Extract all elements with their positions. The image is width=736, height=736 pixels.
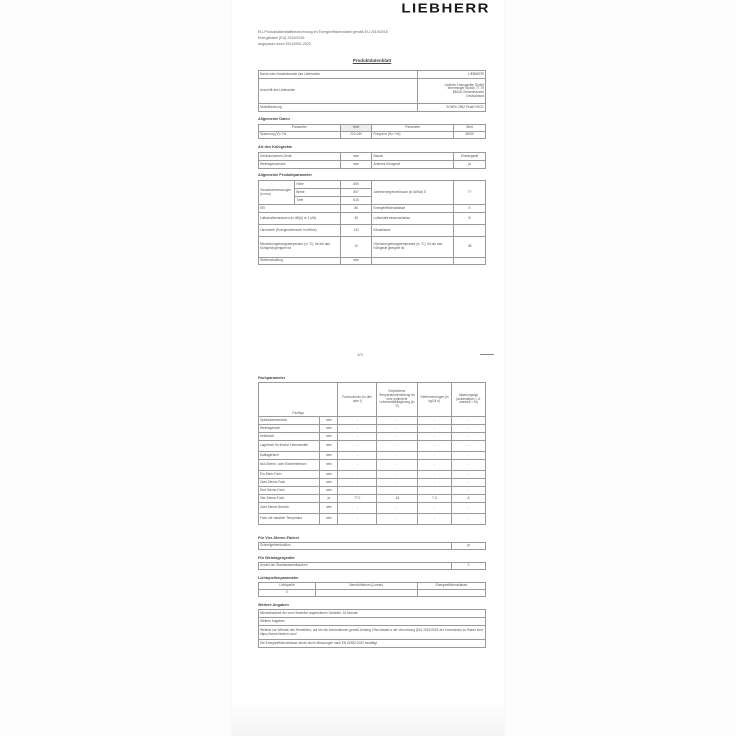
table-cell: Geräuscharmes Gerät xyxy=(259,153,341,161)
table-cell: 220-240 xyxy=(340,132,372,139)
table-cell: nein xyxy=(340,161,372,169)
table-cell: - xyxy=(377,487,418,495)
table-cell: -18 xyxy=(377,495,418,503)
table-row xyxy=(259,125,486,132)
column-header: Abtauungstyp (automatisch = A, manuell = M) xyxy=(451,383,485,417)
table-row xyxy=(259,225,486,237)
table-row xyxy=(259,71,486,79)
table-cell: - xyxy=(451,471,485,479)
table-cell: Winterschaltung xyxy=(259,258,341,265)
section-heading: Fachparameter xyxy=(258,376,286,380)
table-cell: 10 xyxy=(340,237,372,258)
compartment-table xyxy=(258,382,486,525)
table-row xyxy=(259,471,486,479)
table-row xyxy=(259,425,486,433)
table-row xyxy=(259,495,486,503)
table-cell: - xyxy=(451,460,485,471)
table-cell: Höchstumgebungstemperatur (in °C), für die das Kühlgerät geeignet ist xyxy=(372,237,454,258)
wine-table xyxy=(258,562,486,570)
section-heading: Allgemeine Daten xyxy=(258,117,290,121)
table-cell: - xyxy=(338,471,377,479)
table-cell: nein xyxy=(320,425,338,433)
compartment-type: Kellerfach xyxy=(259,433,320,441)
table-cell: - xyxy=(338,460,377,471)
table-cell: - xyxy=(417,471,451,479)
table-cell: Luftschallemissionen (in dB(A) re 1 pW) xyxy=(259,213,341,225)
compartment-type: Speisekammerfach xyxy=(259,417,320,425)
table-row xyxy=(259,563,486,570)
table-cell: nein xyxy=(320,460,338,471)
four-star-table xyxy=(258,542,486,550)
column-header: Fachtyp xyxy=(259,383,338,417)
table-row xyxy=(259,237,486,258)
supplier-label: Name oder Handelsmarke des Lieferanten xyxy=(259,71,418,79)
table-row xyxy=(259,205,486,213)
table-cell: - xyxy=(377,425,418,433)
table-cell: nein xyxy=(320,471,338,479)
compartment-type: Ein-Stern-Fach xyxy=(259,471,320,479)
table-cell: - xyxy=(417,460,451,471)
table-cell: - xyxy=(451,425,485,433)
table-cell: nein xyxy=(320,479,338,487)
table-cell: Schnellgefrierfunktion xyxy=(259,543,452,550)
table-cell: nein xyxy=(340,258,372,265)
table-cell: Anderes Kühlgerät xyxy=(372,161,454,169)
table-cell: - xyxy=(417,487,451,495)
table-cell: - xyxy=(338,479,377,487)
brand-logo: LIEBHERR xyxy=(401,1,490,16)
table-row xyxy=(259,153,486,161)
table-cell: - xyxy=(377,479,418,487)
table-row xyxy=(259,161,486,169)
table-cell: 7.0 xyxy=(417,495,451,503)
section-heading: Für Weinlagergeräte xyxy=(258,556,295,560)
table-cell: EEI xyxy=(259,205,341,213)
table-row xyxy=(259,460,486,471)
table-cell: - xyxy=(451,487,485,495)
table-cell: B xyxy=(454,213,486,225)
table-cell: Einbaugerät xyxy=(454,153,486,161)
table-row xyxy=(259,610,486,618)
table-row xyxy=(259,104,486,112)
document-title: Produktdatenblatt xyxy=(352,58,392,63)
table-cell: - xyxy=(377,503,418,514)
table-cell: Höhe xyxy=(295,181,340,189)
table-cell: nein xyxy=(320,503,338,514)
table-cell: - xyxy=(338,514,377,525)
table-cell: nein xyxy=(340,153,372,161)
header-line-1: EU-Produktdatenblattbezeichnung im Energieeffizienzlabel gemäß EU 2019/2016 xyxy=(258,30,388,34)
table-row xyxy=(259,452,486,460)
table-cell: - xyxy=(417,433,451,441)
compartment-type: Zwei-Sterne-Bereich xyxy=(259,503,320,514)
table-cell xyxy=(315,590,417,597)
table-cell: Lärmwerte (Energieverbrauch in kWh/a) xyxy=(259,225,341,237)
table-cell: nein xyxy=(320,452,338,460)
table-cell: Klimaklasse xyxy=(372,225,454,237)
table-cell: - xyxy=(377,452,418,460)
table-cell: nein xyxy=(320,417,338,425)
table-cell: - xyxy=(451,503,485,514)
table-cell: Spannung (V) / Hz xyxy=(259,132,341,139)
table-cell: Weinlagerschrank xyxy=(259,161,341,169)
table-cell: nein xyxy=(320,433,338,441)
table-cell: - xyxy=(338,487,377,495)
table-row xyxy=(259,433,486,441)
address-label: Anschrift des Lieferanten xyxy=(259,79,418,104)
table-row xyxy=(259,626,486,640)
table-cell: 132 xyxy=(340,225,372,237)
table-row xyxy=(259,618,486,626)
column-header: Energieeffizienzklasse xyxy=(417,583,485,590)
column-header: Parameter xyxy=(259,125,341,132)
table-cell: 0 xyxy=(259,590,316,597)
table-cell: nein xyxy=(320,487,338,495)
table-cell: - xyxy=(338,503,377,514)
compartment-type: Vier-Sterne-Fach xyxy=(259,495,320,503)
section-heading: Weitere Angaben xyxy=(258,603,289,607)
table-cell: - xyxy=(451,479,485,487)
table-row xyxy=(259,181,486,189)
compartment-type: Drei-Sterne-Fach xyxy=(259,487,320,495)
table-cell: Breite xyxy=(295,189,340,197)
table-row xyxy=(259,479,486,487)
dimensions-label: Gesamtabmessungen (in mm) xyxy=(259,181,295,205)
table-cell: nein xyxy=(320,441,338,452)
light-table xyxy=(258,582,486,597)
column-header: Gefriervermögen (in kg/24 h) xyxy=(417,383,451,417)
table-cell: 597 xyxy=(340,189,372,197)
section-heading: Für Vier-Sterne-Fächer xyxy=(258,536,300,540)
table-cell: 615 xyxy=(340,197,372,205)
table-cell: - xyxy=(417,514,451,525)
table-cell: - xyxy=(377,514,418,525)
table-cell: - xyxy=(377,460,418,471)
table-cell: - xyxy=(377,471,418,479)
table-cell: 38 xyxy=(454,237,486,258)
table-cell: ja xyxy=(454,161,486,169)
section-heading: Art des Kühlgeräts xyxy=(258,145,292,149)
table-cell: - xyxy=(338,433,377,441)
divider xyxy=(480,354,494,355)
table-cell: - xyxy=(451,433,485,441)
further-info-table xyxy=(258,609,486,648)
table-row xyxy=(259,417,486,425)
table-cell: 77.0 xyxy=(338,495,377,503)
table-row xyxy=(259,258,486,265)
table-cell: - xyxy=(417,417,451,425)
table-row xyxy=(259,79,486,104)
table-cell xyxy=(454,225,486,237)
table-cell xyxy=(372,258,454,265)
table-cell: 50/60 xyxy=(454,132,486,139)
header-line-2: Energielabel (EU) 2019/2016 xyxy=(258,36,305,40)
table-cell: - xyxy=(451,452,485,460)
table-row xyxy=(259,583,486,590)
table-row xyxy=(259,132,486,139)
compartment-type: Weinlagerfach xyxy=(259,425,320,433)
table-row xyxy=(259,383,486,417)
table-row xyxy=(259,590,486,597)
table-cell: 35 xyxy=(340,213,372,225)
table-cell: - xyxy=(338,441,377,452)
table-cell: 0 xyxy=(451,563,485,570)
table-cell: - xyxy=(451,514,485,525)
address-value: Liebherr-Hausgeräte GmbH Memminger Straße 77-79 88416 Ochsenhausen Deutschland xyxy=(417,79,485,104)
table-cell xyxy=(417,590,485,597)
column-header: Empfohlene Temperatureinstellung für eine optimierte Lebensmittellagerung (in °C) xyxy=(377,383,418,417)
section-heading: Lichtquellenparameter xyxy=(258,576,299,580)
table-cell: Mindestumgebungstemperatur (in °C), für die das Kühlgerät geeignet ist xyxy=(259,237,341,258)
table-cell: Die Energieeffizienzklasse wurde durch Messungen nach EN 62552:2020 bestätigt xyxy=(259,640,486,648)
table-cell: Mindestlaufzeit der vom Hersteller angebotenen Garantie: 24 Monate xyxy=(259,610,486,618)
table-cell: - xyxy=(417,441,451,452)
energy-label: Jahresenergieverbrauch (in kWh/a) E xyxy=(372,181,454,205)
table-cell: - xyxy=(377,441,418,452)
table-row xyxy=(259,487,486,495)
table-cell: 86 xyxy=(340,205,372,213)
supplier-value: LIEBHERR xyxy=(417,71,485,79)
column-header: Parameter xyxy=(372,125,454,132)
table-cell: Tiefe xyxy=(295,197,340,205)
table-cell: ja xyxy=(451,543,485,550)
compartment-type: Null-Sterne- oder Eisbereiterfach xyxy=(259,460,320,471)
table-cell: Bauart xyxy=(372,153,454,161)
table-row xyxy=(259,441,486,452)
table-cell: - xyxy=(338,425,377,433)
table-cell: - xyxy=(451,417,485,425)
table-cell: - xyxy=(338,417,377,425)
compartment-type: Lagerfach für frische Lebensmittel xyxy=(259,441,320,452)
document-sheet xyxy=(232,0,504,736)
page-bottom-fade xyxy=(232,700,504,736)
table-row xyxy=(259,503,486,514)
model-label: Modellkennung xyxy=(259,104,418,112)
table-cell: Weitere Angaben: xyxy=(259,618,486,626)
table-cell: Anzahl der Standardweinflaschen xyxy=(259,563,452,570)
table-cell: - xyxy=(417,503,451,514)
table-row xyxy=(259,543,486,550)
table-cell: A xyxy=(451,495,485,503)
table-cell: nein xyxy=(320,514,338,525)
table-cell: - xyxy=(338,452,377,460)
table-cell: - xyxy=(377,433,418,441)
table-cell: ja xyxy=(320,495,338,503)
column-header: Wert xyxy=(454,125,486,132)
table-cell: - xyxy=(417,425,451,433)
column-header: Nennlichtstrom (Lumen) xyxy=(315,583,417,590)
table-cell: Luftschallemissionsklasse xyxy=(372,213,454,225)
table-row xyxy=(259,640,486,648)
general-params-table xyxy=(258,180,486,265)
table-cell: - xyxy=(451,441,485,452)
energy-value: 7? xyxy=(454,181,486,205)
header-line-3: angepasst durch EN 62552-2020 xyxy=(258,42,311,46)
compartment-type: Fach mit variabler Temperatur xyxy=(259,514,320,525)
device-type-table xyxy=(258,152,486,169)
compartment-type: Kaltlagerfach xyxy=(259,452,320,460)
table-cell: - xyxy=(377,417,418,425)
section-heading: Allgemeine Produktparameter xyxy=(258,173,313,177)
column-header: Fachvolumen (in dm³ oder l) xyxy=(338,383,377,417)
table-cell: E xyxy=(454,205,486,213)
general-table xyxy=(258,124,486,139)
model-value: SGNPe 2562 Peak/Y/SGC xyxy=(417,104,485,112)
compartment-type: Zwei-Sterne-Fach xyxy=(259,479,320,487)
column-header: Lichtquelle xyxy=(259,583,316,590)
table-cell: 850 xyxy=(340,181,372,189)
table-cell: Weblink zur Website des Herstellers, auf der die Informationen gemäß Anhang II Buchstabe a der Verordnung (EU) 2019/2023 der Kommission zu finden sind: https://home.liebherr.com/ xyxy=(259,626,486,640)
table-cell xyxy=(454,258,486,265)
table-row xyxy=(259,514,486,525)
table-row xyxy=(259,213,486,225)
table-cell: Frequenz (Hz / Hz) xyxy=(372,132,454,139)
table-cell: - xyxy=(417,452,451,460)
table-cell: - xyxy=(417,479,451,487)
page-number: 1/3 xyxy=(357,352,363,357)
supplier-table xyxy=(258,70,486,112)
table-cell: Energieeffizienzklasse xyxy=(372,205,454,213)
column-header: Wert xyxy=(340,125,372,132)
